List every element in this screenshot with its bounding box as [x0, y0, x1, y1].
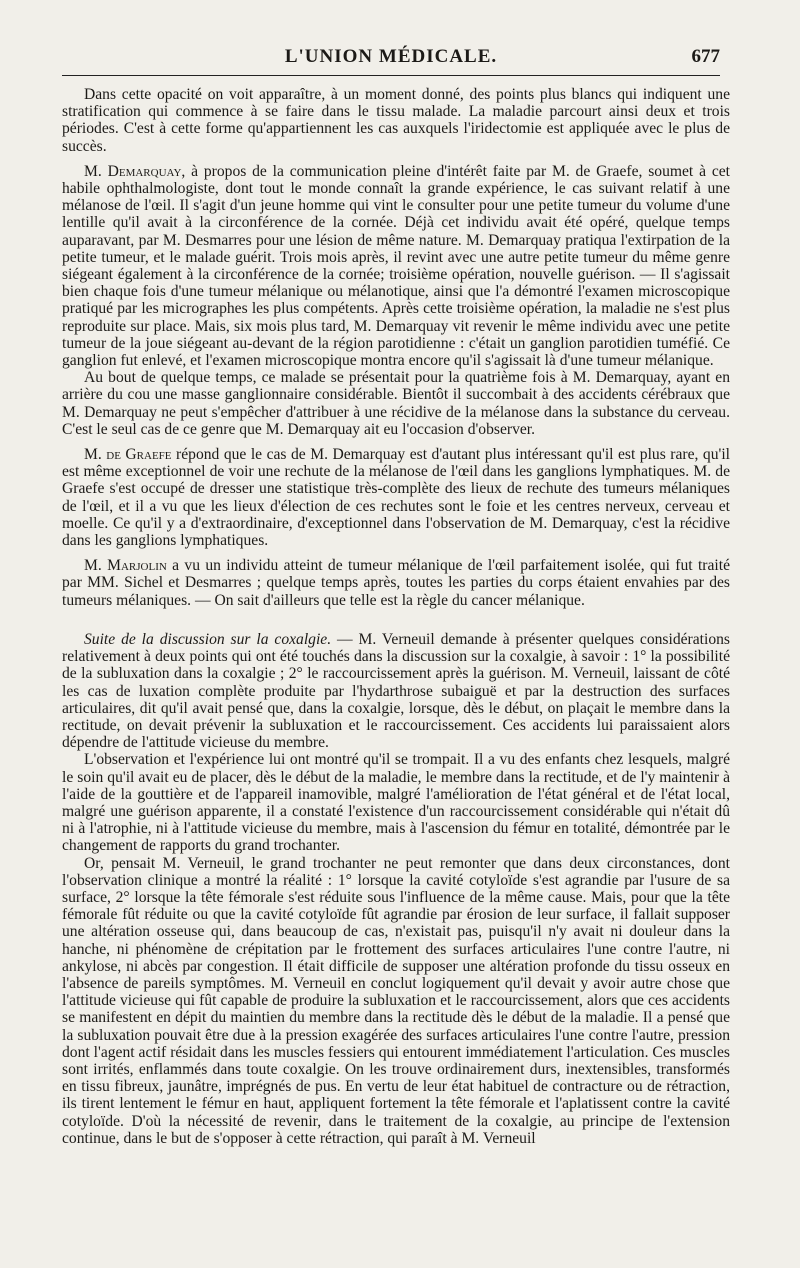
- paragraph-text: répond que le cas de M. Demarquay est d'autant plus intéressant qu'il est plus rare, qu'il est même exceptionnel de voir une rechute de la mélanose de l'œil dans les ganglions lymphatiques. M. de Graefe s'est occupé de dresser une statistique très-complète des lieux de rechute des tumeurs mélaniques de l'œil, et il a vu que les lieux d'élection de ces rechutes sont le foie et les centres nerveux, cerveau et moelle. Ce qu'il y a d'extraordinaire, d'exceptionnel dans l'observation de M. Demarquay, c'est la récidive dans les ganglions lymphatiques.: [62, 446, 730, 550]
- paragraph-3: Au bout de quelque temps, ce malade se présentait pour la quatrième fois à M. Demarquay, ayant en arrière du cou une masse ganglionnaire considérable. Bientôt il succombait à des accidents cérébraux que M. Demarquay ne peut s'empêcher d'attribuer à une récidive de la mélanose dans la substance du cerveau. C'est le seul cas de ce genre que M. Demarquay ait eu l'occasion d'observer.: [62, 369, 730, 438]
- paragraph-text: à propos de la communication pleine d'intérêt faite par M. de Graefe, soumet à cet habile ophthalmologiste, dont tout le monde connaît la grande expérience, le cas suivant relatif à une mélanose de l'œil. Il s'agit d'un jeune homme qui vint le consulter pour une petite tumeur du volume d'une lentille qu'il avait à la circonférence de la cornée. Déjà cet individu avait été opéré, quelque temps auparavant, par M. Desmarres pour une lésion de même nature. M. Demarquay pratiqua l'extirpation de la petite tumeur, et le malade guérit. Trois mois après, il revint avec une autre petite tumeur du même genre siégeant également à la circonférence de la cornée; troisième opération, nouvelle guérison. — Il s'agissait bien chaque fois d'une tumeur mélanique ou mélanotique, ainsi que l'a démontré l'examen microscopique pratiqué par les micrographes les plus compétents. Après cette troisième opération, la maladie ne s'est plus reproduite sur place. Mais, six mois plus tard, M. Demarquay vit revenir le même individu avec une petite tumeur de la joue siégeant au-devant de la région parotidienne : c'était un ganglion parotidien tuméfié. Ce ganglion fut enlevé, et l'examen microscopique montra encore qu'il s'agissait là d'une tumeur mélanique.: [62, 162, 730, 370]
- speaker-name: M. Demarquay,: [84, 162, 186, 180]
- header-rule: [62, 75, 720, 76]
- paragraph-1: Dans cette opacité on voit apparaître, à un moment donné, des points plus blancs qui indiquent une stratification qui commence à se faire dans le tissu malade. La maladie parcourt ainsi deux et trois périodes. C'est à cette forme qu'appartiennent les cas auxquels l'iridectomie est appliquée avec le plus de succès.: [62, 86, 730, 155]
- paragraph-text: — M. Verneuil demande à présenter quelques considérations relativement à deux points qui ont été touchés dans la discussion sur la coxalgie, à savoir : 1° la possibilité de la subluxation dans la coxalgie ; 2° le raccourcissement après la guérison. M. Verneuil, laissant de côté les cas de luxation complète produite par l'hydarthrose subaiguë et par la destruction des surfaces articulaires, dit qu'il avait pensé que, dans la coxalgie, lorsque, dès le début, on plaçait le membre dans la rectitude, on devait prévenir la subluxation et le raccourcissement. Ces accidents lui paraissaient alors dépendre de l'attitude vicieuse du membre.: [62, 630, 730, 752]
- paragraph-marjolin: [62, 557, 730, 609]
- paragraph-8: Or, pensait M. Verneuil, le grand trochanter ne peut remonter que dans deux circonstances, dont l'observation clinique a montré la réalité : 1° lorsque la cavité cotyloïde s'est agrandie par l'usure de sa surface, 2° lorsque la tête fémorale s'est réduite sous l'influence de la même cause. Mais, pour que la tête fémorale fût réduite ou que la cavité cotyloïde fût agrandie par érosion de leur surface, il fallait supposer une altération osseuse qui, dans beaucoup de cas, n'existait pas, puisqu'il n'y avait ni douleur dans la hanche, ni phénomène de crépitation par le frottement des surfaces articulaires l'une contre l'autre, ni ankylose, ni abcès par congestion. Il était difficile de supposer une altération profonde du tissu osseux en l'absence de pareils symptômes. M. Verneuil en conclut logiquement qu'il devait y avoir autre chose que l'attitude vicieuse qui fût capable de produire la subluxation et le raccourcissement, alors que ces accidents se manifestent en dépit du maintien du membre dans la rectitude dès le début de la maladie. Il a pensé que la subluxation pouvait être due à la pression exagérée des surfaces articulaires l'une contre l'autre, pression dont l'agent actif résidait dans les muscles fessiers qui entourent immédiatement l'articulation. Ces muscles sont irrités, enflammés dans toute coxalgie. On les trouve ordinairement durs, inextensibles, transformés en tissu fibreux, jaunâtre, imprégnés de pus. En vertu de leur état habituel de contracture ou de rétraction, ils tirent lentement le fémur en haut, appliquent fortement la tête fémorale et l'aplatissent contre la cavité cotyloïde. D'où la nécessité de revenir, dans le traitement de la coxalgie, au principe de l'extension continue, dans le but de s'opposer à cette rétraction, qui paraît à M. Verneuil: [62, 854, 730, 1147]
- paragraph-text: a vu un individu atteint de tumeur mélanique de l'œil parfaitement isolée, qui fut traité par MM. Sichel et Desmarres ; quelque temps après, toutes les parties du corps étaient envahies par des tumeurs mélaniques. — On sait d'ailleurs que telle est la règle du cancer mélanique.: [62, 557, 730, 609]
- page-number: 677: [691, 46, 720, 67]
- section-heading: Suite de la discussion sur la coxalgie.: [84, 630, 332, 648]
- speaker-name: M. de Graefe: [84, 446, 172, 464]
- paragraph-demarquay: [62, 163, 730, 369]
- paragraph-de-graefe: [62, 446, 730, 549]
- page-header: [62, 44, 720, 72]
- article-body: [62, 86, 730, 1147]
- paragraph-coxalgie: [62, 631, 730, 751]
- speaker-name: M. Marjolin: [84, 557, 167, 575]
- running-title: L'UNION MÉDICALE.: [284, 46, 498, 67]
- paragraph-7: L'observation et l'expérience lui ont montré qu'il se trompait. Il a vu des enfants chez lesquels, malgré le soin qu'il avait eu de placer, dès le début de la maladie, le membre dans la rectitude, et de l'y maintenir à l'aide de la gouttière et de l'appareil inamovible, malgré l'amélioration de l'état général et de l'état local, malgré une guérison apparente, il a constaté l'existence d'un raccourcissement considérable qui n'était dû ni à l'atrophie, ni à l'attitude vicieuse du membre, mais à l'ascension du fémur en totalité, démontrée par le changement de rapports du grand trochanter.: [62, 751, 730, 855]
